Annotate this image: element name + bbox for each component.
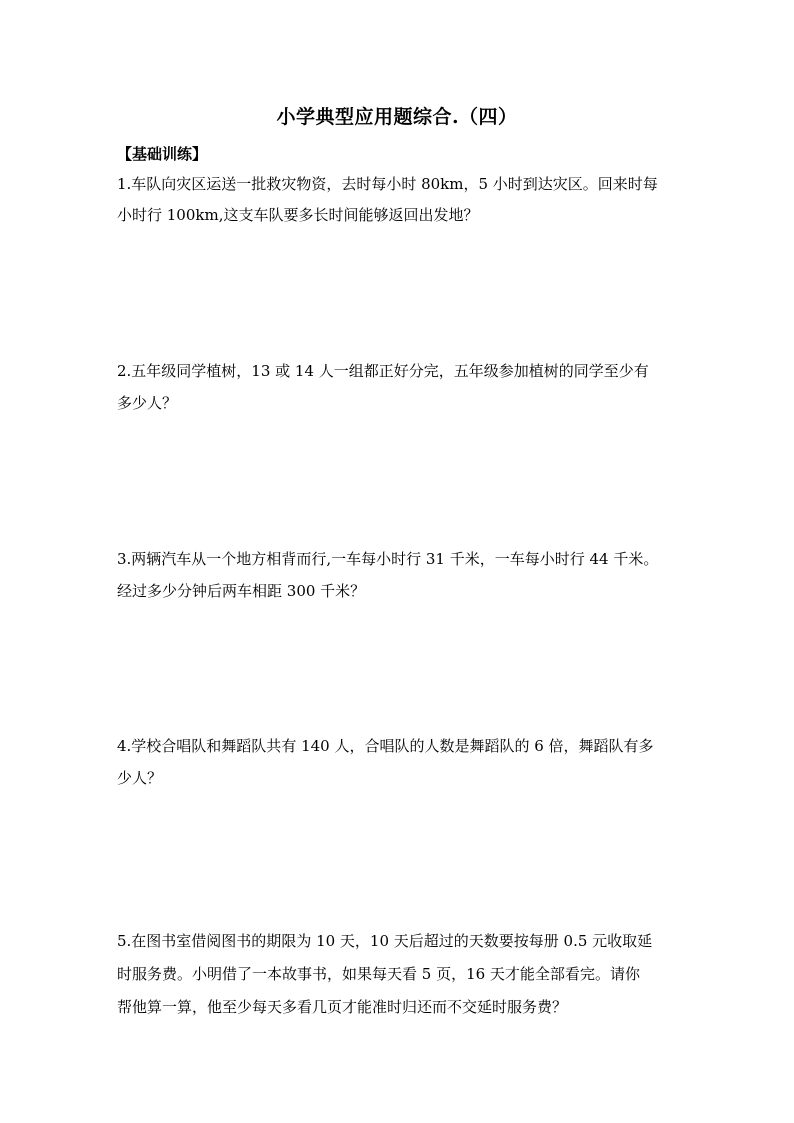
question-5-line-2: 时服务费。小明借了一本故事书，如果每天看 5 页，16 天才能全部看完。请你 [117,965,640,983]
question-1-line-1: 1.车队向灾区运送一批救灾物资，去时每小时 80km，5 小时到达灾区。回来时每 [117,175,658,193]
question-5-line-1: 5.在图书室借阅图书的期限为 10 天，10 天后超过的天数要按每册 0.5 元收取延 [117,932,653,950]
question-2-line-1: 2.五年级同学植树，13 或 14 人一组都正好分完，五年级参加植树的同学至少有 [117,362,649,380]
question-1-line-2: 小时行 100km,这支车队要多长时间能够返回出发地？ [117,206,479,224]
question-3-line-1: 3.两辆汽车从一个地方相背而行,一车每小时行 31 千米，一车每小时行 44 千米。 [117,550,659,568]
page-title: 小学典型应用题综合.（四） [276,106,518,128]
question-3-line-2: 经过多少分钟后两车相距 300 千米？ [117,582,366,600]
question-2-line-2: 多少人？ [117,394,178,412]
question-4-line-1: 4.学校合唱队和舞蹈队共有 140 人，合唱队的人数是舞蹈队的 6 倍，舞蹈队有多 [117,737,654,755]
question-5-line-3: 帮他算一算，他至少每天多看几页才能准时归还而不交延时服务费？ [117,998,568,1016]
section-heading: 【基础训练】 [117,145,208,163]
question-4-line-2: 少人？ [117,769,163,787]
